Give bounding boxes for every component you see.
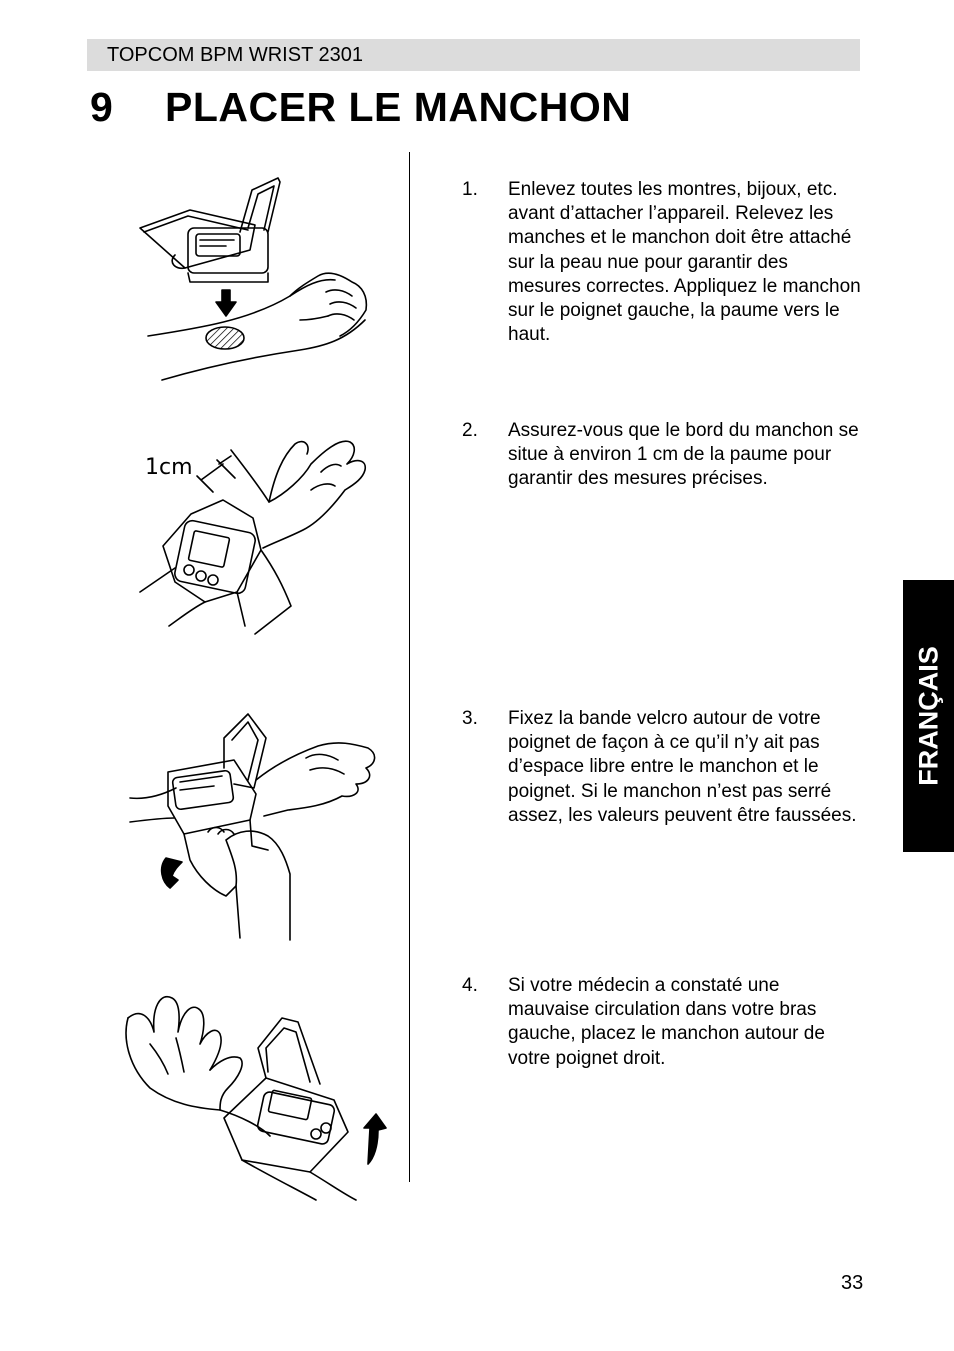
illustration-velcro bbox=[128, 710, 383, 945]
section-title: PLACER LE MANCHON bbox=[165, 84, 632, 130]
header-title: TOPCOM BPM WRIST 2301 bbox=[107, 44, 363, 66]
step-text: Assurez-vous que le bord du manchon se situe à environ 1 cm de la paume pour garantir des mesures précises. bbox=[508, 420, 859, 490]
step-number: 1. bbox=[462, 179, 478, 200]
illustration-right-wrist bbox=[120, 988, 395, 1208]
header-bar bbox=[87, 39, 860, 71]
illustration-bare-wrist bbox=[130, 170, 380, 385]
language-tab-label: FRANÇAIS bbox=[913, 646, 943, 786]
illustration-cuff-gap bbox=[135, 430, 375, 635]
step-text: Fixez la bande velcro autour de votre poignet de façon à ce qu’il n’y ait pas d’espace libre entre le manchon et le poignet. Si le manchon n’est pas serré assez, les valeurs peuvent être faussées. bbox=[508, 708, 857, 826]
section-heading bbox=[90, 84, 631, 131]
column-divider bbox=[409, 152, 410, 1182]
distance-label: 1cm bbox=[145, 455, 193, 480]
step-number: 4. bbox=[462, 975, 478, 996]
step-text: Si votre médecin a constaté une mauvaise circulation dans votre bras gauche, placez le manchon autour de votre poignet droit. bbox=[508, 975, 825, 1069]
language-tab bbox=[903, 580, 954, 852]
step-number: 3. bbox=[462, 708, 478, 729]
step-text: Enlevez toutes les montres, bijoux, etc. avant d’attacher l’appareil. Relevez les manches et le manchon doit être attaché sur la peau nue pour garantir des mesures correctes. Appliquez le manchon sur le poignet gauche, la paume vers le haut. bbox=[508, 179, 861, 346]
section-number: 9 bbox=[90, 84, 114, 130]
page-number: 33 bbox=[841, 1272, 864, 1294]
step-number: 2. bbox=[462, 420, 478, 441]
